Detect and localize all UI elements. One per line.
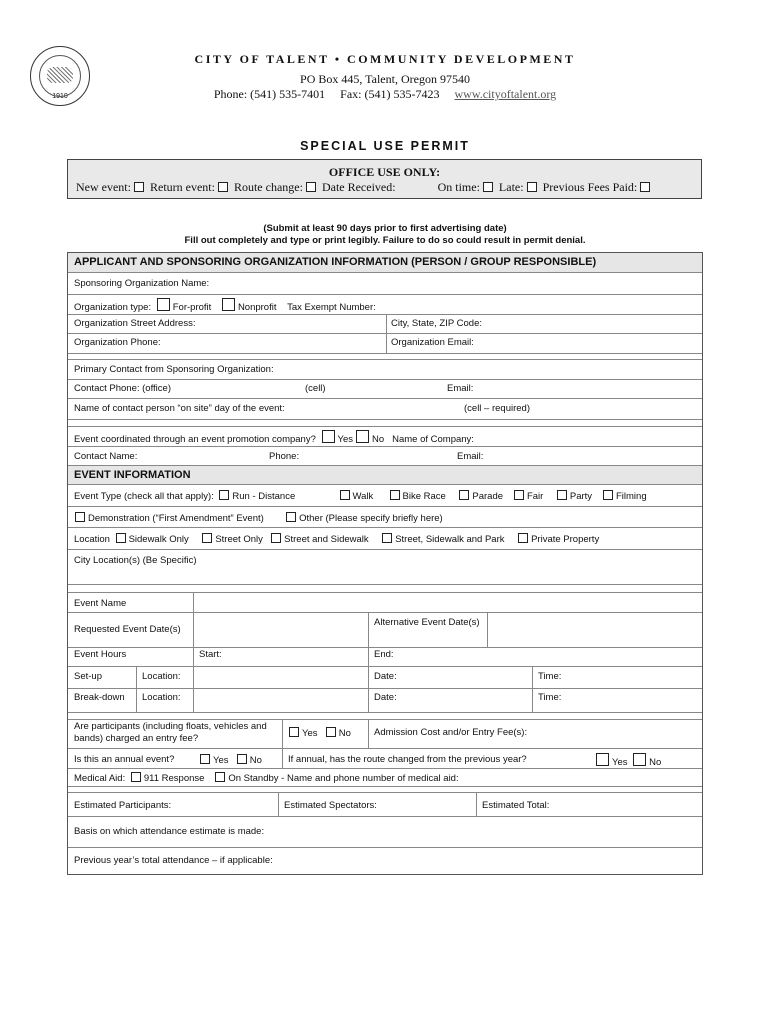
demonstration-checkbox[interactable]: [75, 512, 85, 522]
promo-company-row: [74, 430, 474, 445]
entry-fee-question: Are participants (including floats, vehicles and bands) charged an entry fee?: [74, 721, 267, 744]
onsite-cell-label: (cell – required): [464, 403, 530, 414]
primary-contact-label: Primary Contact from Sponsoring Organization:: [74, 364, 274, 375]
return-event-checkbox[interactable]: [218, 182, 228, 192]
city-locations-label: City Location(s) (Be Specific): [74, 555, 197, 566]
instructions-line-2: Fill out completely and type or print legibly. Failure to do so could result in permit denial.: [184, 235, 586, 246]
promo-no-label: No: [372, 434, 385, 445]
street-sidewalk-park-checkbox[interactable]: [382, 533, 392, 543]
city-state-zip-label: City, State, ZIP Code:: [391, 318, 482, 329]
header-website-link[interactable]: www.cityoftalent.org: [454, 87, 557, 101]
entry-fee-no-label: No: [338, 728, 351, 739]
medical-aid-label: Medical Aid:: [74, 773, 126, 784]
org-email-label: Organization Email:: [391, 337, 474, 348]
for-profit-label: For-profit: [172, 302, 212, 313]
late-label: Late:: [498, 180, 524, 194]
event-type-row: [74, 490, 647, 502]
run-distance-checkbox[interactable]: [219, 490, 229, 500]
street-sidewalk-park-label: Street, Sidewalk and Park: [395, 534, 505, 545]
prev-fees-checkbox[interactable]: [640, 182, 650, 192]
admission-cost-label: Admission Cost and/or Entry Fee(s):: [374, 727, 528, 738]
promo-yes-label: Yes: [337, 434, 354, 445]
requested-dates-label: Requested Event Date(s): [74, 624, 181, 635]
filming-checkbox[interactable]: [603, 490, 613, 500]
response-911-label: 911 Response: [143, 773, 205, 784]
sidewalk-only-checkbox[interactable]: [116, 533, 126, 543]
annual-no-label: No: [249, 755, 262, 766]
company-phone-label: Phone:: [269, 451, 300, 462]
breakdown-location-label: Location:: [142, 692, 181, 703]
route-changed-options: [593, 753, 661, 768]
company-contact-label: Contact Name:: [74, 451, 138, 462]
private-property-label: Private Property: [531, 534, 600, 545]
start-label: Start:: [199, 649, 222, 660]
basis-label: Basis on which attendance estimate is made:: [74, 826, 265, 837]
breakdown-time-label: Time:: [538, 692, 562, 703]
location-label: Location: [74, 534, 110, 545]
org-phone-label: Organization Phone:: [74, 337, 161, 348]
est-participants-label: Estimated Participants:: [74, 800, 172, 811]
org-type-row: [74, 298, 376, 313]
company-name-label: Name of Company:: [392, 434, 474, 445]
date-received-label: Date Received:: [321, 180, 396, 194]
prev-attendance-label: Previous year’s total attendance – if applicable:: [74, 855, 273, 866]
permit-title: SPECIAL USE PERMIT: [300, 139, 470, 153]
walk-label: Walk: [352, 491, 374, 502]
fair-label: Fair: [526, 491, 544, 502]
org-type-label: Organization type:: [74, 302, 152, 313]
header-contacts: [0, 87, 770, 102]
breakdown-date-label: Date:: [374, 692, 397, 703]
office-use-box: [67, 159, 702, 199]
other-label: Other (Please specify briefly here): [299, 513, 443, 524]
route-yes-checkbox[interactable]: [596, 753, 609, 766]
demonstration-label: Demonstration (“First Amendment” Event): [88, 513, 264, 524]
street-only-checkbox[interactable]: [202, 533, 212, 543]
parade-label: Parade: [472, 491, 504, 502]
prev-fees-label: Previous Fees Paid:: [542, 180, 638, 194]
late-checkbox[interactable]: [527, 182, 537, 192]
promo-company-label: Event coordinated through an event promotion company?: [74, 434, 316, 445]
on-time-checkbox[interactable]: [483, 182, 493, 192]
run-distance-label: Run - Distance: [232, 491, 296, 502]
parade-checkbox[interactable]: [459, 490, 469, 500]
contact-phone-label: Contact Phone: (office): [74, 383, 171, 394]
street-only-label: Street Only: [215, 534, 263, 545]
street-address-label: Organization Street Address:: [74, 318, 196, 329]
setup-date-label: Date:: [374, 671, 397, 682]
event-hours-label: Event Hours: [74, 649, 127, 660]
header-title: CITY OF TALENT • COMMUNITY DEVELOPMENT: [194, 52, 576, 66]
breakdown-label: Break-down: [74, 692, 125, 703]
onsite-contact-label: Name of contact person “on site” day of the event:: [74, 403, 285, 414]
setup-time-label: Time:: [538, 671, 562, 682]
applicant-section-header: APPLICANT AND SPONSORING ORGANIZATION INFORMATION (PERSON / GROUP RESPONSIBLE): [68, 253, 702, 272]
route-no-label: No: [649, 757, 662, 768]
event-section-header: EVENT INFORMATION: [68, 466, 702, 484]
entry-fee-yes-label: Yes: [302, 728, 318, 739]
nonprofit-checkbox[interactable]: [222, 298, 235, 311]
instructions-line-1: (Submit at least 90 days prior to first advertising date): [263, 223, 507, 234]
bike-race-label: Bike Race: [402, 491, 446, 502]
event-type-label: Event Type (check all that apply):: [74, 491, 214, 502]
medical-aid-row: [74, 772, 459, 784]
contact-cell-label: (cell): [305, 383, 326, 394]
alt-dates-label: Alternative Event Date(s): [374, 617, 480, 628]
filming-label: Filming: [615, 491, 647, 502]
route-no-checkbox[interactable]: [633, 753, 646, 766]
location-row: [74, 533, 599, 545]
new-event-label: New event:: [76, 180, 131, 194]
standby-checkbox[interactable]: [215, 772, 225, 782]
street-sidewalk-label: Street and Sidewalk: [284, 534, 369, 545]
party-label: Party: [569, 491, 593, 502]
event-type-row-2: [72, 512, 443, 524]
party-checkbox[interactable]: [557, 490, 567, 500]
promo-yes-checkbox[interactable]: [322, 430, 335, 443]
header-fax: Fax: (541) 535-7423: [340, 87, 440, 101]
annual-question: Is this an annual event?: [74, 754, 175, 765]
org-name-label: Sponsoring Organization Name:: [74, 278, 210, 289]
bike-race-checkbox[interactable]: [390, 490, 400, 500]
annual-yes-label: Yes: [213, 755, 229, 766]
header-address: PO Box 445, Talent, Oregon 97540: [300, 72, 470, 86]
est-spectators-label: Estimated Spectators:: [284, 800, 377, 811]
route-change-checkbox[interactable]: [306, 182, 316, 192]
response-911-checkbox[interactable]: [131, 772, 141, 782]
office-use-row: [76, 180, 693, 195]
other-checkbox[interactable]: [286, 512, 296, 522]
nonprofit-label: Nonprofit: [237, 302, 277, 313]
contact-email-label: Email:: [447, 383, 474, 394]
private-property-checkbox[interactable]: [518, 533, 528, 543]
setup-label: Set-up: [74, 671, 102, 682]
office-use-title: OFFICE USE ONLY:: [328, 165, 441, 179]
walk-checkbox[interactable]: [340, 490, 350, 500]
promo-no-checkbox[interactable]: [356, 430, 369, 443]
entry-fee-options: [286, 727, 351, 739]
est-total-label: Estimated Total:: [482, 800, 550, 811]
annual-yes-checkbox[interactable]: [200, 754, 210, 764]
on-time-label: On time:: [437, 180, 480, 194]
new-event-checkbox[interactable]: [134, 182, 144, 192]
company-email-label: Email:: [457, 451, 484, 462]
fair-checkbox[interactable]: [514, 490, 524, 500]
sidewalk-only-label: Sidewalk Only: [128, 534, 189, 545]
tax-exempt-label: Tax Exempt Number:: [287, 302, 376, 313]
entry-fee-no-checkbox[interactable]: [326, 727, 336, 737]
annual-no-checkbox[interactable]: [237, 754, 247, 764]
route-yes-label: Yes: [612, 757, 628, 768]
entry-fee-yes-checkbox[interactable]: [289, 727, 299, 737]
route-changed-question: If annual, has the route changed from the previous year?: [288, 754, 527, 765]
route-change-label: Route change:: [233, 180, 303, 194]
end-label: End:: [374, 649, 394, 660]
permit-form: [67, 252, 703, 875]
street-sidewalk-checkbox[interactable]: [271, 533, 281, 543]
setup-location-label: Location:: [142, 671, 181, 682]
seal-year: 1910: [52, 93, 68, 100]
for-profit-checkbox[interactable]: [157, 298, 170, 311]
event-name-label: Event Name: [74, 598, 127, 609]
return-event-label: Return event:: [149, 180, 215, 194]
standby-label: On Standby - Name and phone number of medical aid:: [228, 773, 459, 784]
annual-options: [197, 754, 262, 766]
header-phone: Phone: (541) 535-7401: [213, 87, 326, 101]
